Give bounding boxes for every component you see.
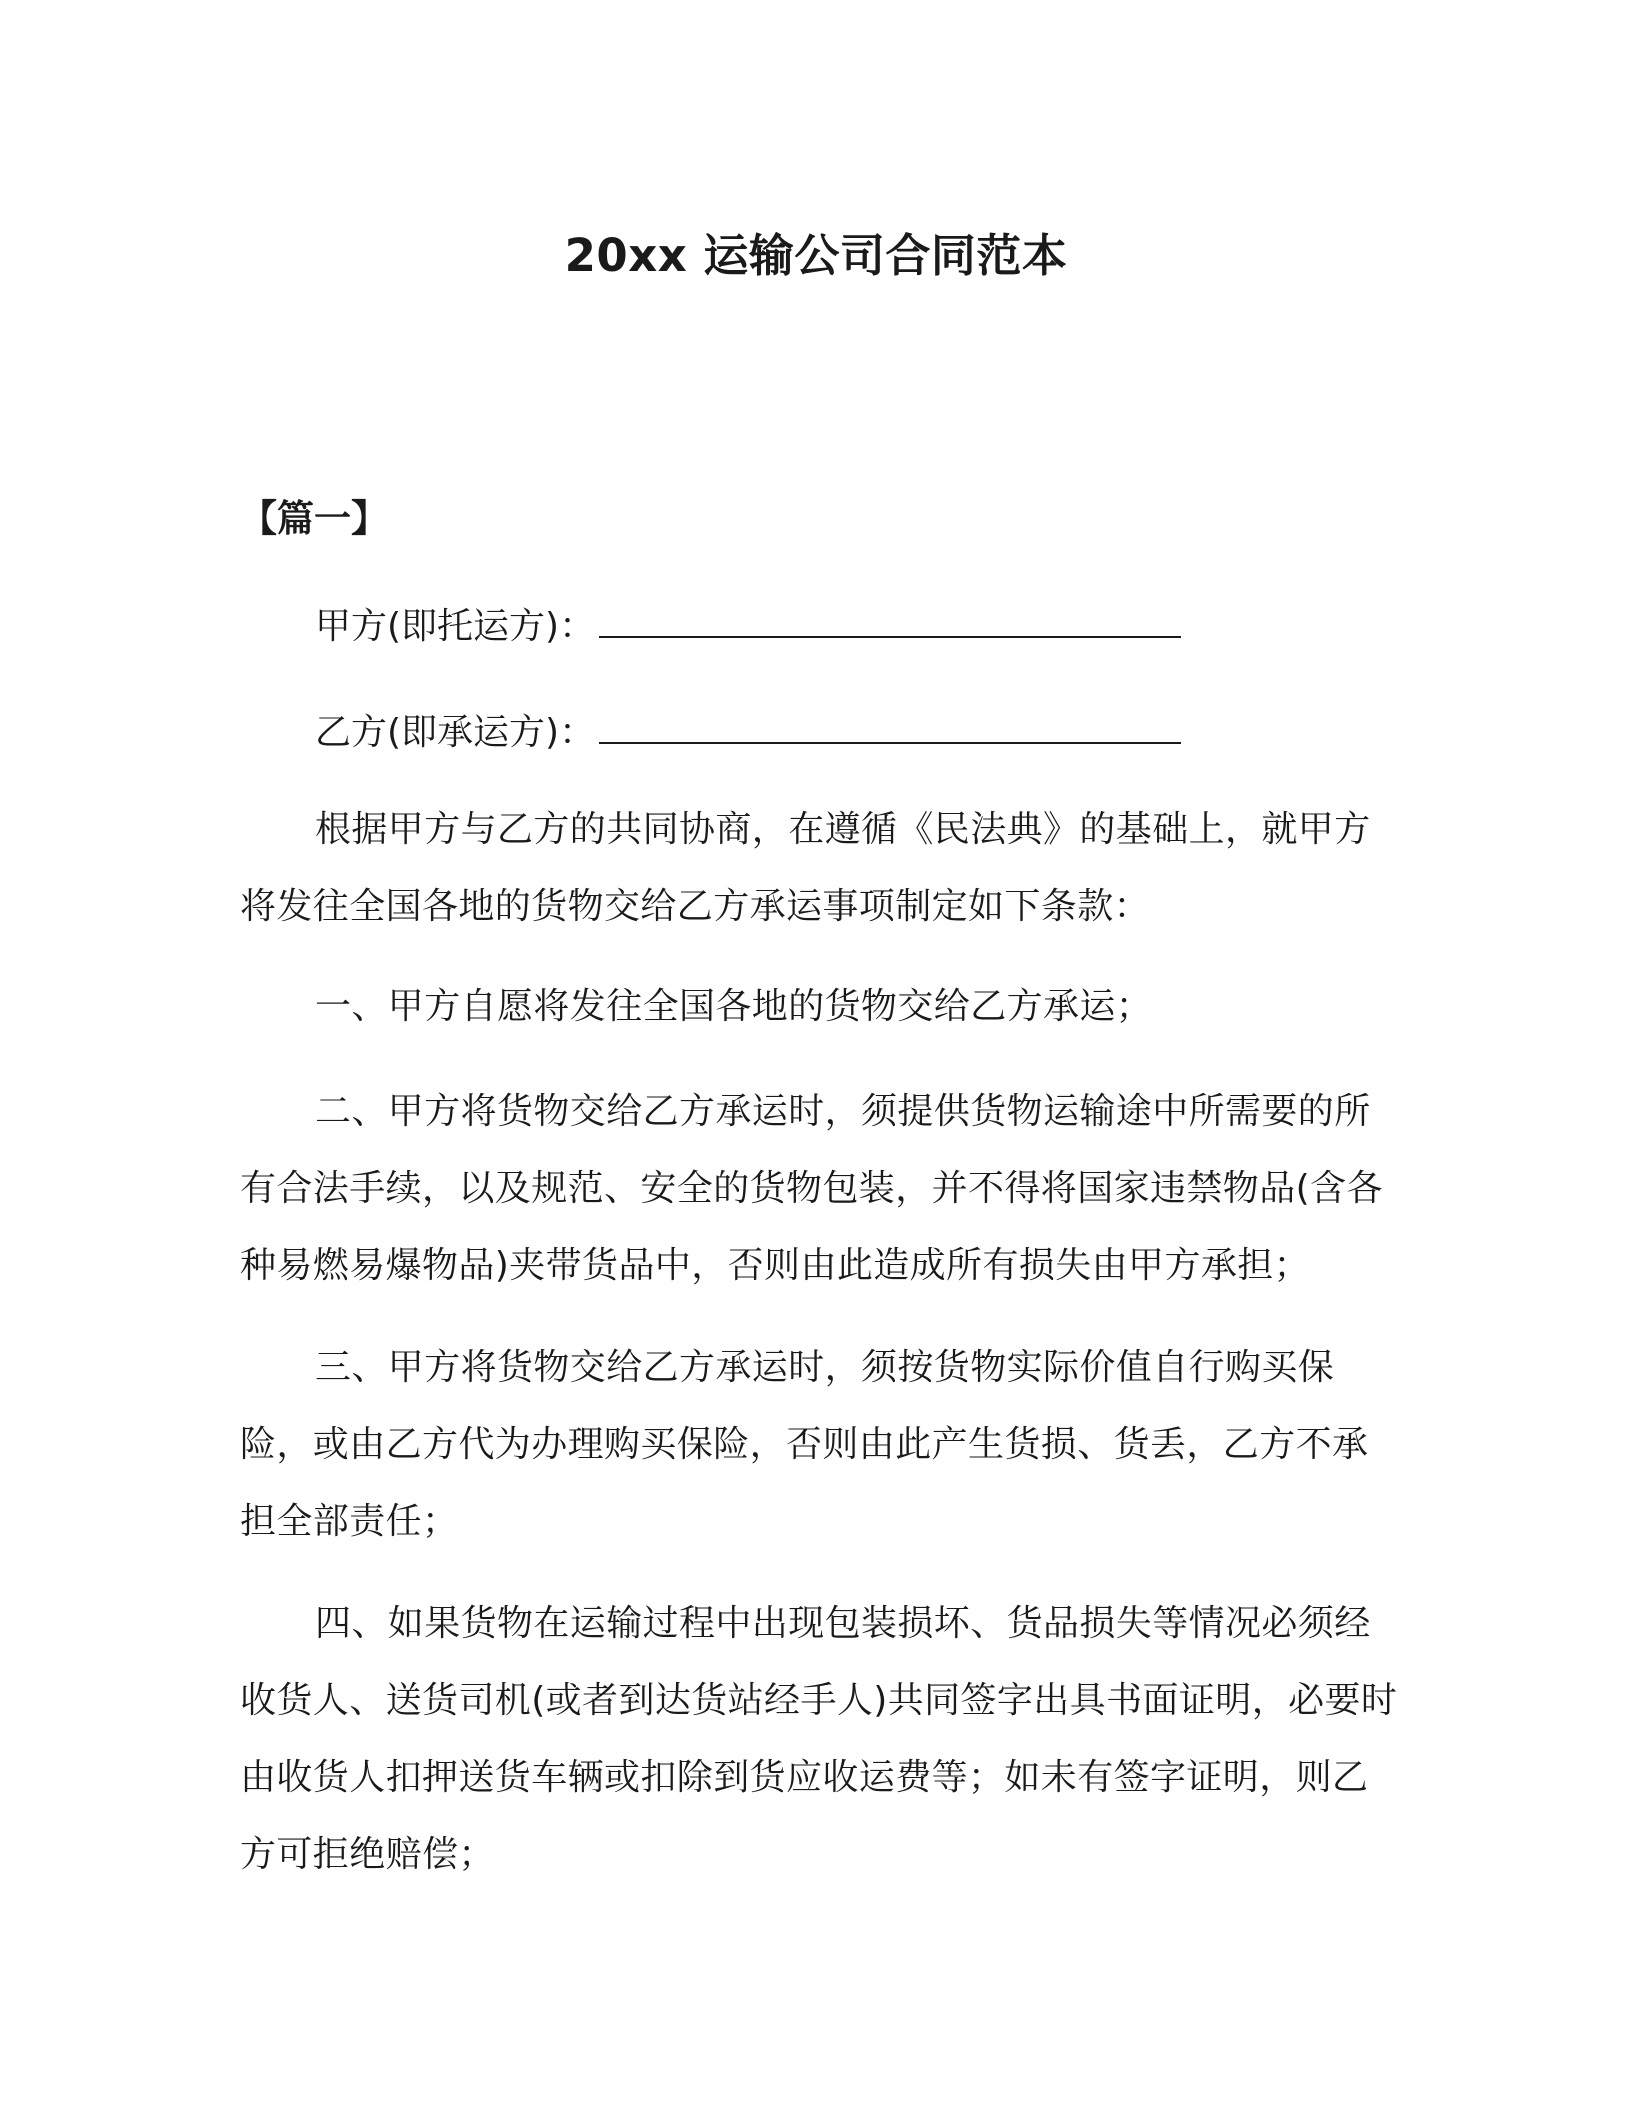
party-b-label: 乙方(即承运方)： xyxy=(315,712,596,753)
document-title: 20xx 运输公司合同范本 xyxy=(564,229,1068,282)
intro-paragraph: 根据甲方与乙方的共同协商，在遵循《民法典》的基础上，就甲方将发往全国各地的货物交给乙方承运事项制定如下条款： xyxy=(240,809,1371,927)
clause-2: 二、甲方将货物交给乙方承运时，须提供货物运输途中所需要的所有合法手续，以及规范、安全的货物包装，并不得将国家违禁物品(含各种易燃易爆物品)夹带货品中，否则由此造成所有损失由甲方承担； xyxy=(240,1091,1383,1286)
party-a-blank xyxy=(599,602,1181,638)
clause-1: 一、甲方自愿将发往全国各地的货物交给乙方承运； xyxy=(315,986,1153,1027)
section-label: 【篇一】 xyxy=(240,497,388,540)
party-a-label: 甲方(即托运方)： xyxy=(315,606,596,647)
party-b-blank xyxy=(599,708,1181,744)
clause-3: 三、甲方将货物交给乙方承运时，须按货物实际价值自行购买保险，或由乙方代为办理购买保险，否则由此产生货损、货丢，乙方不承担全部责任； xyxy=(240,1347,1369,1542)
party-b-line xyxy=(315,708,1181,758)
party-a-line xyxy=(315,602,1181,652)
clause-4: 四、如果货物在运输过程中出现包装损坏、货品损失等情况必须经收货人、送货司机(或者到达货站经手人)共同签字出具书面证明，必要时由收货人扣押送货车辆或扣除到货应收运费等；如未有签字证明，则乙方可拒绝赔偿； xyxy=(240,1603,1398,1875)
